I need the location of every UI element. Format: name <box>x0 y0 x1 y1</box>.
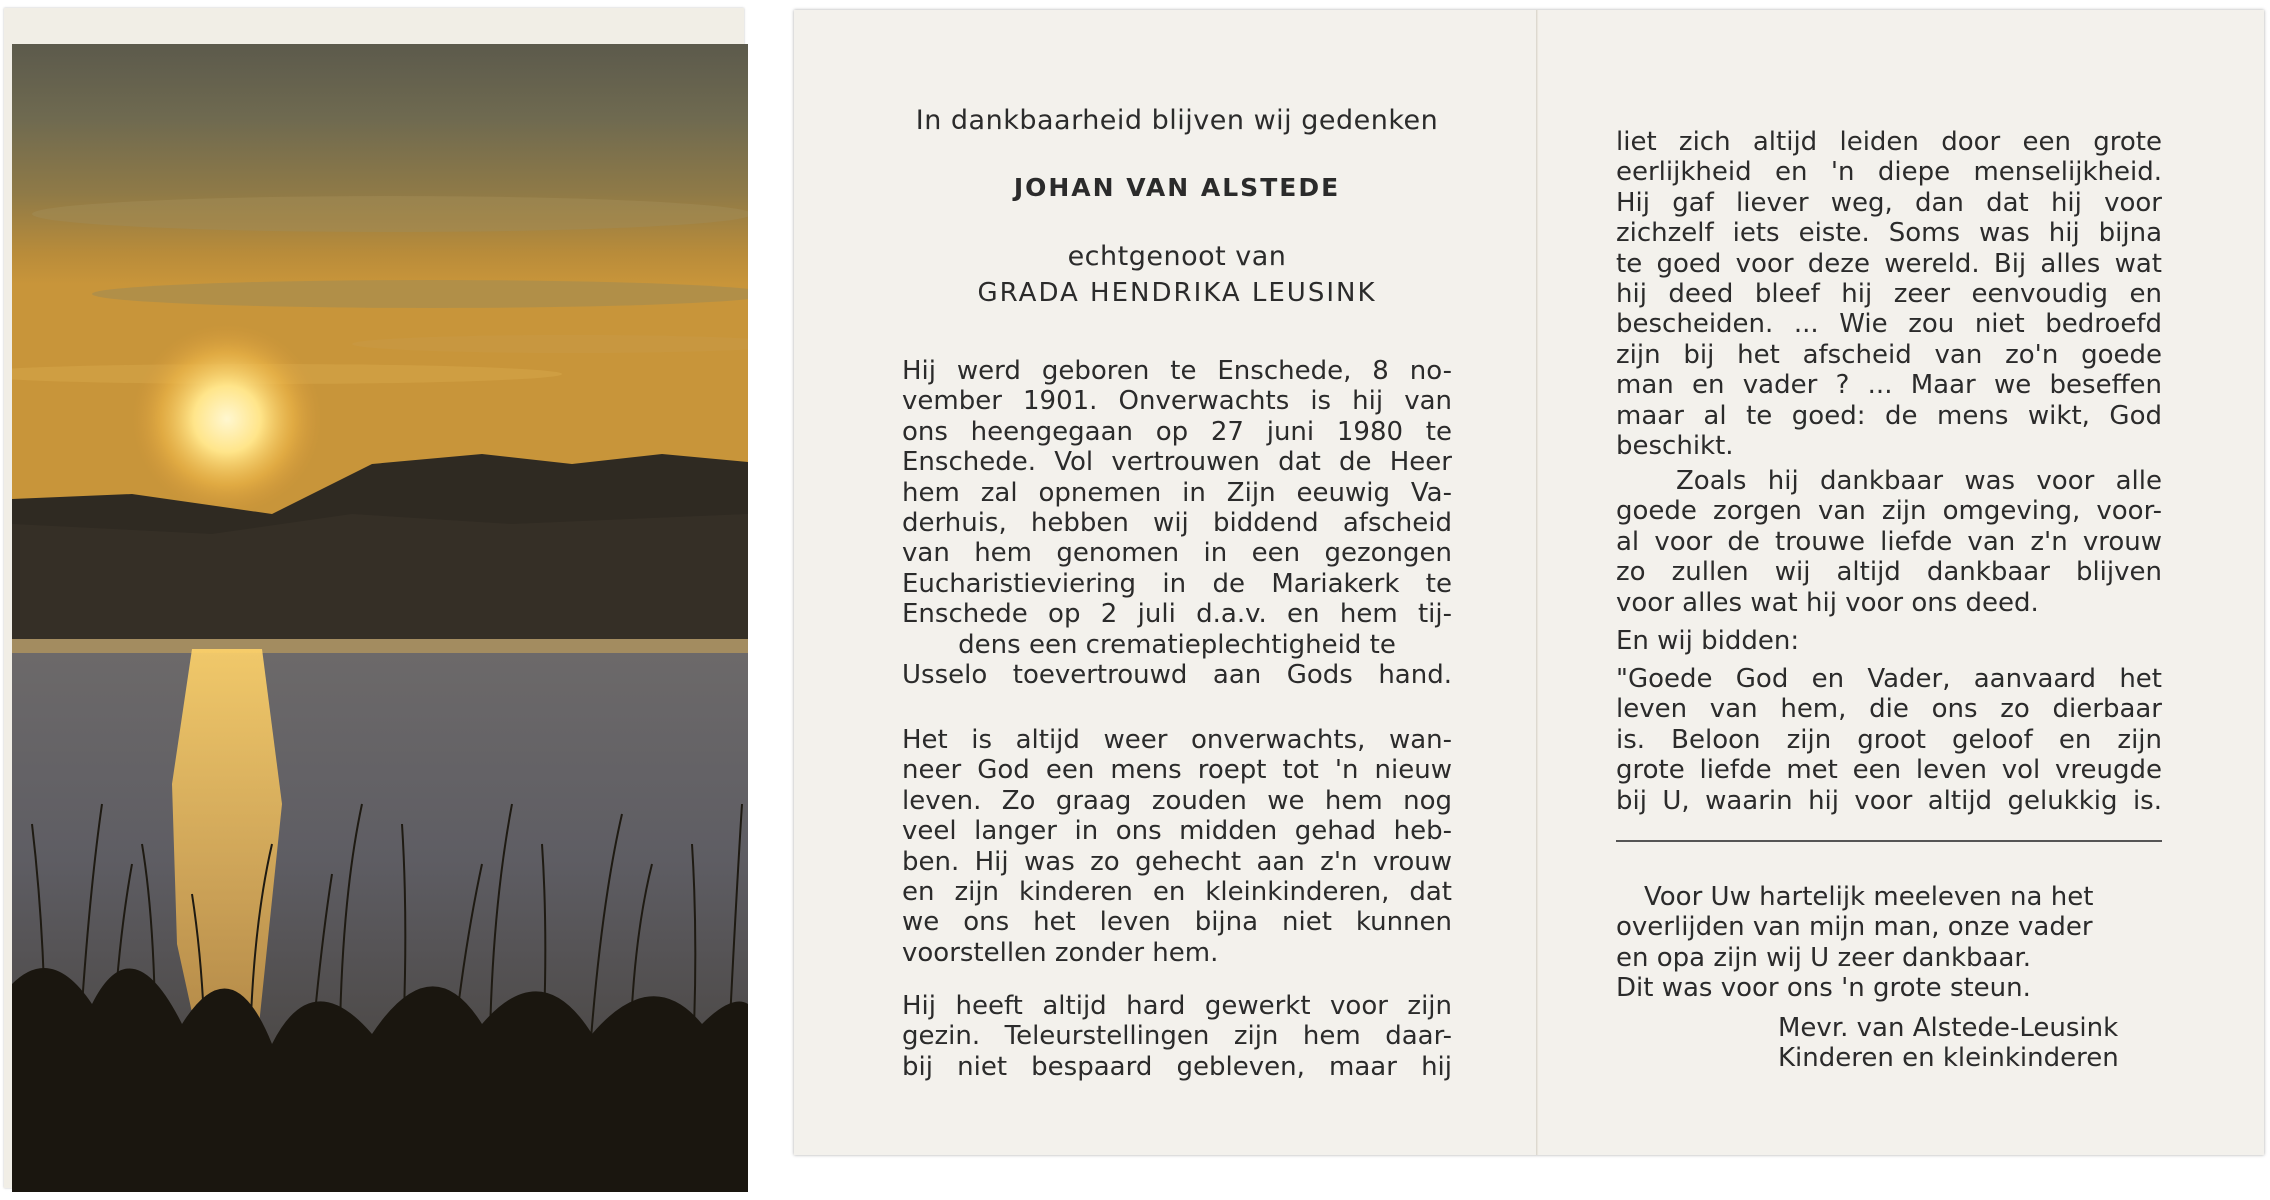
text-line: Eucharistieviering in de Mariakerk te <box>902 568 1452 599</box>
text-line: veel langer in ons midden gehad heb- <box>902 816 1452 847</box>
text-line: zo zullen wij altijd dankbaar blijven <box>1616 557 2162 588</box>
thanks-paragraph <box>1616 882 2162 1004</box>
deceased-name: JOHAN VAN ALSTEDE <box>1013 173 1341 202</box>
text-line: goede zorgen van zijn omgeving, voor- <box>1616 496 2162 527</box>
text-line: beschikt. <box>1616 430 1734 461</box>
sunset-lake-illustration <box>12 44 748 1192</box>
text-line: maar al te goed: de mens wikt, God <box>1616 400 2162 431</box>
spouse-label: echtgenoot van <box>1067 241 1287 272</box>
text-line: Voor Uw hartelijk meeleven na het <box>1644 882 2094 912</box>
text-line: Hij gaf liever weg, dan dat hij voor <box>1616 187 2162 218</box>
text-line: bij niet bespaard gebleven, maar hij <box>902 1051 1452 1082</box>
text-line: ons heengegaan op 27 juni 1980 te <box>902 416 1452 447</box>
text-line: voorstellen zonder hem. <box>902 937 1219 968</box>
greeting: In dankbaarheid blijven wij gedenken <box>915 105 1439 136</box>
gratitude-paragraph <box>1616 466 2162 618</box>
text-line: Hij heeft altijd hard gewerkt voor zijn <box>902 991 1452 1021</box>
text-line: bescheiden. ... Wie zou niet bedroefd <box>1616 309 2162 340</box>
signature-line: Mevr. van Alstede-Leusink <box>1778 1013 2119 1043</box>
text-line: Het is altijd weer onverwachts, wan- <box>902 725 1452 755</box>
text-line: van hem genomen in een gezongen <box>902 538 1452 569</box>
text-line: liet zich altijd leiden door een grote <box>1616 127 2162 157</box>
text-line: we ons het leven bijna niet kunnen <box>902 907 1452 938</box>
sunset-photo <box>12 44 748 1192</box>
text-line: grote liefde met een leven vol vreugde <box>1616 755 2162 786</box>
text-line: eerlijkheid en 'n diepe menselijkheid. <box>1616 157 2162 188</box>
text-line: en opa zijn wij U zeer dankbaar. <box>1616 942 2031 973</box>
text-line: te goed voor deze wereld. Bij alles wat <box>1616 248 2162 279</box>
text-line: man en vader ? ... Maar we beseffen <box>1616 370 2162 401</box>
text-line: Usselo toevertrouwd aan Gods hand. <box>902 659 1452 690</box>
photo-card <box>4 8 744 1188</box>
text-line: zijn bij het afscheid van zo'n goede <box>1616 339 2162 370</box>
text-line: vember 1901. Onverwachts is hij van <box>902 386 1452 417</box>
reflection-paragraph <box>902 725 1452 968</box>
prayer-intro <box>1616 626 2162 656</box>
card-fold <box>1536 10 1539 1155</box>
text-line: En wij bidden: <box>1616 626 1800 656</box>
text-line: al voor de trouwe liefde van z'n vrouw <box>1616 526 2162 557</box>
spouse-name: GRADA HENDRIKA LEUSINK <box>977 278 1377 308</box>
memorial-card <box>794 10 2264 1155</box>
text-line: Dit was voor ons 'n grote steun. <box>1616 973 2031 1004</box>
text-line: Zoals hij dankbaar was voor alle <box>1676 466 2162 496</box>
text-line: derhuis, hebben wij biddend afscheid <box>902 507 1452 538</box>
text-line: zichzelf iets eiste. Soms was hij bijna <box>1616 218 2162 249</box>
text-line: ben. Hij was zo gehecht aan z'n vrouw <box>902 846 1452 877</box>
character-paragraph-start <box>902 991 1452 1082</box>
biography-paragraph <box>902 356 1452 690</box>
signature-line: Kinderen en kleinkinderen <box>1778 1043 2119 1074</box>
text-line: Hij werd geboren te Enschede, 8 no- <box>902 356 1452 386</box>
text-line: "Goede God en Vader, aanvaard het <box>1616 664 2162 694</box>
text-line: Enschede op 2 juli d.a.v. en hem tij- <box>902 599 1452 630</box>
text-line: is. Beloon zijn groot geloof en zijn <box>1616 724 2162 755</box>
text-line: en zijn kinderen en kleinkinderen, dat <box>902 876 1452 907</box>
text-line: leven van hem, die ons zo dierbaar <box>1616 694 2162 725</box>
text-line: Enschede. Vol vertrouwen dat de Heer <box>902 447 1452 478</box>
text-line: gezin. Teleurstellingen zijn hem daar- <box>902 1021 1452 1052</box>
character-paragraph-continued <box>1616 127 2162 461</box>
text-line: bij U, waarin hij voor altijd gelukkig is. <box>1616 785 2162 816</box>
text-line: leven. Zo graag zouden we hem nog <box>902 785 1452 816</box>
text-line: hem zal opnemen in Zijn eeuwig Va- <box>902 477 1452 508</box>
text-line: neer God een mens roept tot 'n nieuw <box>902 755 1452 786</box>
divider-line <box>1616 840 2162 842</box>
signature <box>1616 1013 2162 1074</box>
text-line: hij deed bleef hij zeer eenvoudig en <box>1616 278 2162 309</box>
text-line: voor alles wat hij voor ons deed. <box>1616 587 2039 618</box>
text-line: overlijden van mijn man, onze vader <box>1616 912 2093 943</box>
prayer <box>1616 664 2162 816</box>
text-line: dens een crematieplechtigheid te <box>958 629 1396 660</box>
